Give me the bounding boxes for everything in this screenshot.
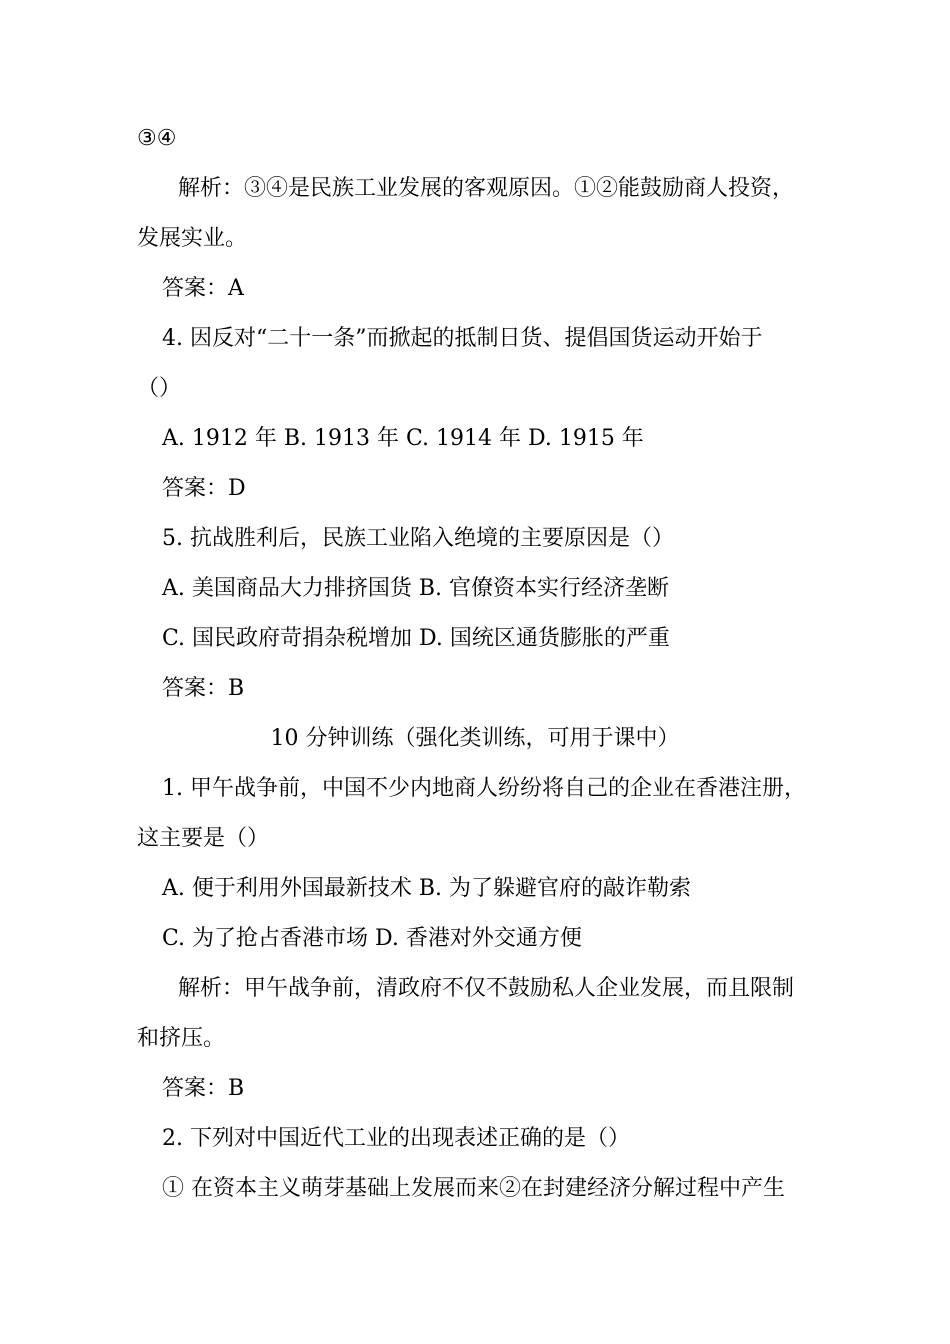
text-line: A. 1912 年 B. 1913 年 C. 1914 年 D. 1915 年	[162, 426, 644, 451]
text-line: A. 美国商品大力排挤国货 B. 官僚资本实行经济垄断	[162, 576, 670, 601]
text-line: 1. 甲午战争前，中国不少内地商人纷纷将自己的企业在香港注册，	[162, 776, 806, 801]
text-line: （）	[137, 376, 182, 401]
text-line: ① 在资本主义萌芽基础上发展而来②在封建经济分解过程中产生	[162, 1176, 785, 1201]
text-line: ③④	[137, 126, 177, 151]
section-heading: 10 分钟训练（强化类训练，可用于课中）	[270, 726, 680, 751]
text-line: 5. 抗战胜利后，民族工业陷入绝境的主要原因是（）	[162, 526, 674, 551]
text-line: A. 便于利用外国最新技术 B. 为了躲避官府的敲诈勒索	[162, 876, 692, 901]
text-line: 答案：B	[162, 1076, 245, 1101]
text-line: 发展实业。	[137, 226, 248, 251]
text-line: C. 国民政府苛捐杂税增加 D. 国统区通货膨胀的严重	[162, 626, 670, 651]
text-line: 和挤压。	[137, 1026, 226, 1051]
text-line: 4. 因反对“二十一条”而掀起的抵制日货、提倡国货运动开始于	[162, 326, 763, 351]
text-line: 解析：甲午战争前，清政府不仅不鼓励私人企业发展，而且限制	[178, 976, 795, 1001]
text-line: 这主要是（）	[137, 826, 270, 851]
text-line: 答案：B	[162, 676, 245, 701]
text-line: 解析：③④是民族工业发展的客观原因。①②能鼓励商人投资，	[178, 176, 795, 201]
text-line: 2. 下列对中国近代工业的出现表述正确的是（）	[162, 1126, 630, 1151]
text-line: 答案：D	[162, 476, 246, 501]
text-line: 答案：A	[162, 276, 244, 301]
text-line: C. 为了抢占香港市场 D. 香港对外交通方便	[162, 926, 582, 951]
